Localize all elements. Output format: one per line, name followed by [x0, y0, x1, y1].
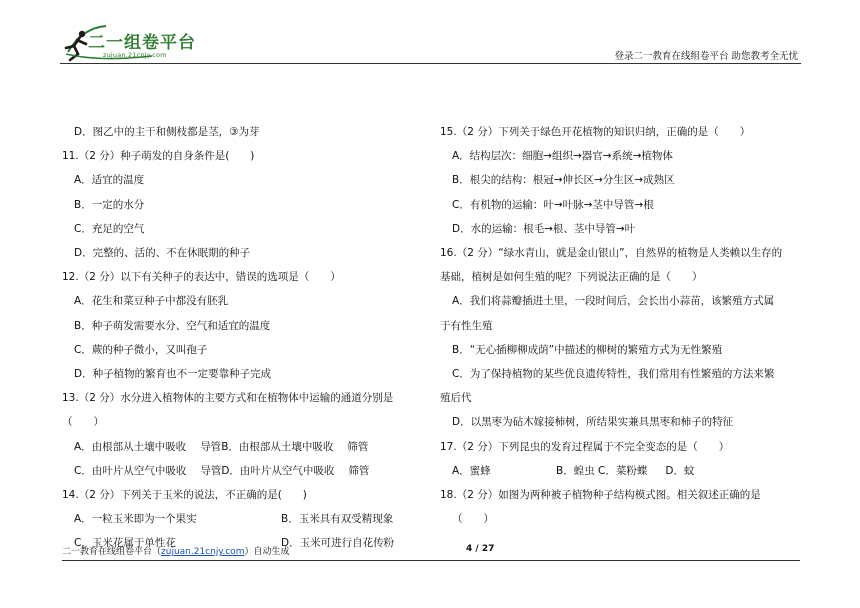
question-stem: 13.（2 分）水分进入植物体的主要方式和在植物体中运输的通道分别是: [62, 392, 394, 405]
question-stem: 18.（2 分）如图为两种被子植物种子结构模式图。相关叙述正确的是: [440, 489, 761, 502]
question-stem: 12.（2 分）以下有关种子的表达中，错误的选项是（ ）: [62, 271, 341, 284]
footer-link[interactable]: zujuan.21cnjy.com: [161, 547, 245, 557]
option-pair-row: [62, 507, 422, 531]
left-column: [62, 120, 422, 556]
option-a: A．一粒玉米即为一个果实: [74, 513, 197, 526]
option-b-c: B．蝗虫 C．菜粉蝶: [556, 464, 648, 477]
option-a-vessel: 导管: [200, 440, 222, 453]
option-line: C．充足的空气: [74, 222, 145, 235]
question-stem: 17.（2 分）下列昆虫的发育过程属于不完全变态的是（ ）: [440, 440, 730, 453]
question-stem-cont: （ ）: [452, 513, 494, 526]
option-pair-row: [62, 459, 422, 483]
right-column: [440, 120, 810, 531]
question-line: D．图乙中的主干和侧枝都是茎，③为芽: [74, 126, 260, 138]
header-slogan: 登录二一教育在线组卷平台 助您教考全无忧: [614, 51, 798, 62]
option-line: B．种子萌发需要水分、空气和适宜的温度: [74, 319, 271, 332]
option-c: C．由叶片从空气中吸收: [74, 464, 187, 477]
option-d: D．由叶片从空气中吸收: [221, 464, 335, 477]
option-c-vessel: 导管: [200, 464, 222, 477]
option-d-vessel: 筛管: [348, 464, 370, 477]
option-line: A．我们将蒜瓣插进土里，一段时间后，会长出小蒜苗，该繁殖方式属: [452, 295, 775, 308]
option-d: D．玉米可进行自花传粉: [281, 537, 395, 550]
footer-suffix: ）自动生成: [244, 547, 290, 557]
option-pair-row: [62, 435, 422, 459]
logo-text: 二一组卷平台: [88, 33, 196, 53]
option-line: D．以黑枣为砧木嫁接柿树，所结果实兼具黑枣和柿子的特征: [452, 416, 734, 429]
page-number: 4 / 27: [466, 544, 495, 554]
option-a: A．蜜蜂: [452, 464, 491, 477]
page-footer: [62, 542, 800, 560]
question-stem-cont: （ ）: [62, 416, 104, 429]
page-header: [0, 0, 860, 70]
question-stem-cont: 基础，植树是如何生殖的呢？下列说法正确的是（ ）: [440, 271, 703, 284]
option-line: B．“无心插柳柳成荫”中描述的柳树的繁殖方式为无性繁殖: [452, 343, 723, 356]
question-stem: 14.（2 分）下列关于玉米的说法，不正确的是( ): [62, 489, 307, 502]
option-line: D．水的运输：根毛→根、茎中导管→叶: [452, 222, 636, 235]
header-divider: [60, 63, 801, 64]
option-c: C．玉米花属于单性花: [74, 537, 176, 550]
footer-divider: [62, 560, 800, 561]
option-b: B．由根部从土壤中吸收: [221, 440, 334, 453]
option-line: D．完整的、活的、不在休眠期的种子: [74, 247, 251, 260]
footer-source: [62, 544, 289, 557]
option-d: D．蚊: [665, 464, 695, 477]
logo-url: zujuan.21cnjy.com: [103, 51, 167, 59]
option-line: C．为了保持植物的某些优良遗传特性，我们常用有性繁殖的方法来繁: [452, 368, 775, 381]
option-line-cont: 于有性生殖: [440, 319, 493, 332]
question-stem: 15.（2 分）下列关于绿色开花植物的知识归纳，正确的是（ ）: [440, 126, 751, 138]
option-line: A．结构层次：细胞→组织→器官→系统→植物体: [452, 150, 673, 163]
option-line: D．种子植物的繁育也不一定要靠种子完成: [74, 368, 272, 381]
option-a: A．由根部从土壤中吸收: [74, 440, 187, 453]
option-line-cont: 殖后代: [440, 392, 472, 405]
question-stem: 11.（2 分）种子萌发的自身条件是( ): [62, 150, 255, 163]
question-stem: 16.（2 分）“绿水青山，就是金山银山”，自然界的植物是人类赖以生存的: [440, 247, 783, 260]
option-b-vessel: 筛管: [347, 440, 369, 453]
footer-prefix: 二一教育在线组卷平台（: [62, 547, 162, 557]
option-line: C．有机物的运输：叶→叶脉→茎中导管→根: [452, 198, 654, 211]
option-line: C．蕨的种子微小，又叫孢子: [74, 343, 208, 356]
option-line: B．根尖的结构：根冠→伸长区→分生区→成熟区: [452, 174, 675, 187]
option-b: B．玉米具有双受精现象: [281, 513, 394, 526]
option-line: A．花生和菜豆种子中都没有胚乳: [74, 295, 229, 308]
option-row: [440, 459, 810, 483]
option-line: B．一定的水分: [74, 198, 145, 211]
option-line: A．适宜的温度: [74, 174, 145, 187]
